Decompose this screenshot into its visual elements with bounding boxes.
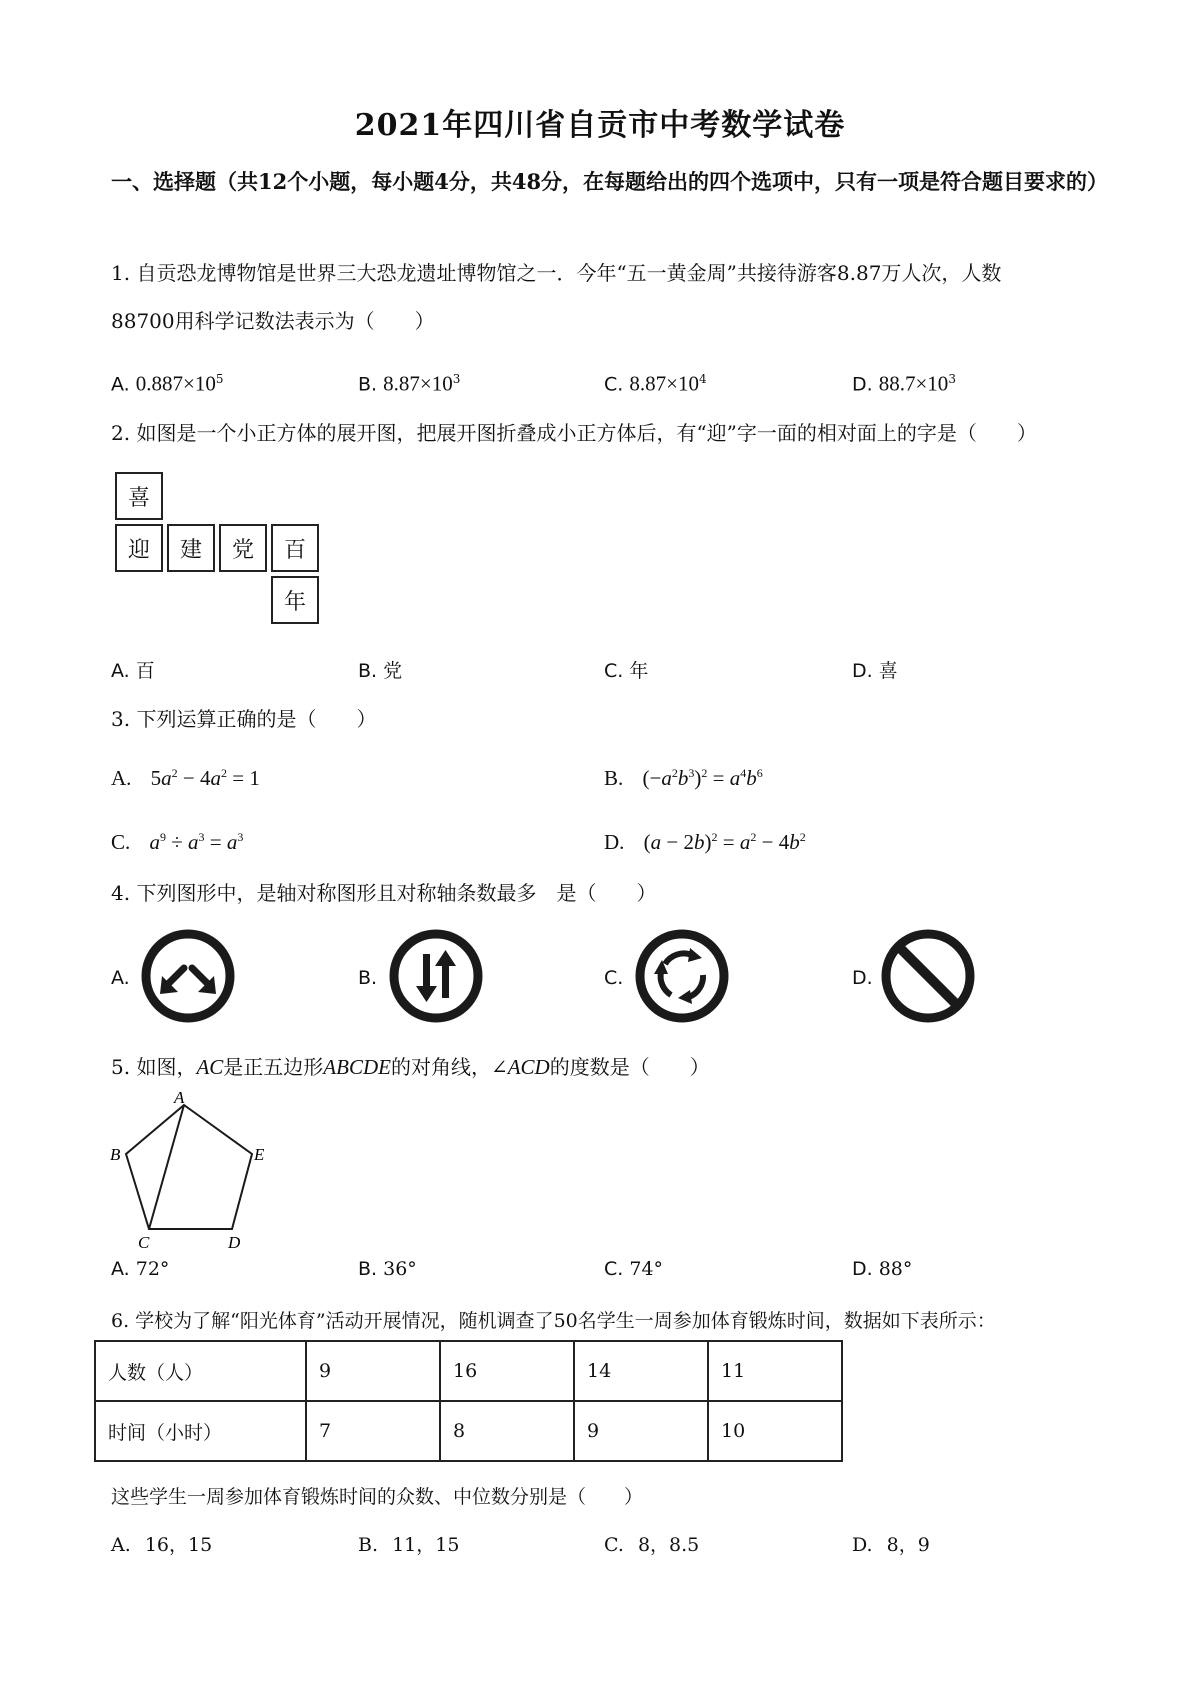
- table-cell: 9: [574, 1401, 708, 1461]
- section-heading: 一、选择题（共12个小题，每小题4分，共48分，在每题给出的四个选项中，只有一项是符合题目要求的）: [111, 169, 1109, 194]
- option-label: A.: [111, 660, 130, 682]
- q5-option-d[interactable]: [852, 1254, 912, 1284]
- q2-text: 2. 如图是一个小正方体的展开图，把展开图折叠成小正方体后，有“迎”字一面的相对面上的字是（ ）: [111, 421, 1037, 445]
- option-label: C.: [604, 1258, 624, 1280]
- option-value: 8.87×10: [383, 371, 453, 396]
- q6-option-a[interactable]: [111, 1530, 212, 1560]
- q5-option-c[interactable]: [604, 1254, 663, 1284]
- q1-option-c[interactable]: [604, 364, 707, 399]
- table-cell: 8: [440, 1401, 574, 1461]
- q1-option-a[interactable]: [111, 364, 223, 399]
- q5-text: 5. 如图，AC是正五边形ABCDE的对角线，∠ACD的度数是（ ）: [111, 1055, 710, 1079]
- net-cell-top: 喜: [115, 472, 163, 520]
- option-value: 88.7×10: [878, 371, 949, 396]
- q5-option-b[interactable]: [358, 1254, 417, 1284]
- net-cell-3: 党: [219, 524, 267, 572]
- option-label: B.: [358, 373, 378, 396]
- page-title: 2021年四川省自贡市中考数学试卷: [354, 108, 846, 143]
- option-label: B.: [604, 766, 624, 790]
- q4-option-a-label[interactable]: A.: [111, 967, 130, 989]
- option-label: B.: [358, 1258, 378, 1280]
- table-cell: 人数（人）: [95, 1341, 306, 1401]
- option-label: C.: [604, 660, 624, 682]
- option-label: C.: [111, 830, 131, 854]
- vertex-label-e: E: [254, 1145, 265, 1164]
- table-cell: 9: [306, 1341, 440, 1401]
- q3-text: 3. 下列运算正确的是（ ）: [111, 707, 377, 731]
- option-exponent: 5: [215, 372, 224, 386]
- option-label: D.: [852, 660, 873, 682]
- q3-option-d[interactable]: [604, 822, 806, 857]
- q4-option-b-label[interactable]: B.: [358, 967, 378, 989]
- table-cell: 14: [574, 1341, 708, 1401]
- option-label: D.: [604, 830, 625, 854]
- option-value: 74°: [629, 1258, 664, 1280]
- q3-option-c[interactable]: [111, 822, 243, 857]
- traffic-sign-b-icon: [388, 928, 484, 1024]
- option-label: C.: [604, 1534, 624, 1556]
- option-expression: $(-a^2b^3)^2 = a^4b^6$: [642, 766, 763, 790]
- option-value: 年: [629, 660, 649, 682]
- q1-option-b[interactable]: [358, 364, 460, 399]
- option-value: 11，15: [392, 1534, 460, 1556]
- option-value: 党: [383, 660, 403, 682]
- q3-option-b[interactable]: [604, 758, 763, 793]
- option-label: A.: [111, 1534, 131, 1556]
- net-cell-1: 迎: [115, 524, 163, 572]
- option-value: 8，8.5: [637, 1534, 700, 1556]
- net-cell-4: 百: [271, 524, 319, 572]
- cube-net-figure: [115, 472, 325, 634]
- prohibition-sign-icon: [880, 928, 976, 1024]
- q2-option-b[interactable]: [358, 656, 402, 686]
- table-cell: 10: [708, 1401, 842, 1461]
- table-row: [95, 1401, 842, 1461]
- q6-option-d[interactable]: [852, 1530, 930, 1560]
- q3-option-a[interactable]: [111, 758, 260, 793]
- option-exponent: 3: [452, 372, 461, 386]
- option-label: B.: [358, 1534, 379, 1556]
- q6-question: 这些学生一周参加体育锻炼时间的众数、中位数分别是（ ）: [111, 1486, 644, 1508]
- table-cell: 11: [708, 1341, 842, 1401]
- option-value: 百: [135, 660, 155, 682]
- option-value: 72°: [135, 1258, 170, 1280]
- q6-text: 6. 学校为了解“阳光体育”活动开展情况，随机调查了50名学生一周参加体育锻炼时间，数据如下表所示：: [111, 1310, 996, 1332]
- pentagon-figure: [102, 1092, 272, 1252]
- option-value: 16，15: [144, 1534, 213, 1556]
- q1-text-line1: 1. 自贡恐龙博物馆是世界三大恐龙遗址博物馆之一．今年“五一黄金周”共接待游客8.87万人次，人数: [111, 261, 1002, 285]
- q4-text: 4. 下列图形中，是轴对称图形且对称轴条数最多 是（ ）: [111, 881, 657, 905]
- table-cell: 16: [440, 1341, 574, 1401]
- option-label: B.: [358, 660, 378, 682]
- q1-text-line2: 88700用科学记数法表示为（ ）: [111, 309, 435, 333]
- traffic-sign-a-icon: [140, 928, 236, 1024]
- q1-option-d[interactable]: [852, 364, 956, 399]
- q2-option-c[interactable]: [604, 656, 648, 686]
- option-expression: $5a^2 - 4a^2 = 1$: [150, 766, 260, 790]
- option-label: A.: [111, 373, 130, 396]
- vertex-label-b: B: [110, 1145, 121, 1164]
- q4-option-c-label[interactable]: C.: [604, 967, 624, 989]
- net-cell-2: 建: [167, 524, 215, 572]
- option-value: 36°: [383, 1258, 417, 1280]
- option-label: D.: [852, 373, 873, 396]
- table-cell: 7: [306, 1401, 440, 1461]
- option-exponent: 3: [948, 372, 956, 386]
- q4-option-d-label[interactable]: D.: [852, 967, 873, 989]
- net-cell-bottom: 年: [271, 576, 319, 624]
- option-label: A.: [111, 766, 132, 790]
- option-label: D.: [852, 1258, 873, 1280]
- q6-option-b[interactable]: [358, 1530, 459, 1560]
- option-value: 0.887×10: [135, 371, 216, 396]
- table-row: [95, 1341, 842, 1401]
- q2-option-d[interactable]: [852, 656, 898, 686]
- traffic-sign-c-icon: [634, 928, 730, 1024]
- option-value: 88°: [878, 1258, 913, 1280]
- option-expression: $a^9 \div a^3 = a^3$: [149, 830, 244, 854]
- option-label: C.: [604, 373, 624, 396]
- option-label: D.: [852, 1534, 873, 1556]
- q6-option-c[interactable]: [604, 1530, 699, 1560]
- vertex-label-d: D: [228, 1233, 241, 1252]
- q5-option-a[interactable]: [111, 1254, 169, 1284]
- option-exponent: 4: [698, 372, 707, 386]
- option-value: 喜: [878, 660, 898, 682]
- q6-data-table: [94, 1340, 843, 1462]
- option-value: 8，9: [886, 1534, 930, 1556]
- option-value: 8.87×10: [629, 371, 699, 396]
- option-expression: $(a - 2b)^2 = a^2 - 4b^2$: [643, 830, 806, 854]
- option-label: A.: [111, 1258, 130, 1280]
- table-cell: 时间（小时）: [95, 1401, 306, 1461]
- vertex-label-a: A: [174, 1092, 185, 1107]
- q2-option-a[interactable]: [111, 656, 155, 686]
- vertex-label-c: C: [138, 1233, 150, 1252]
